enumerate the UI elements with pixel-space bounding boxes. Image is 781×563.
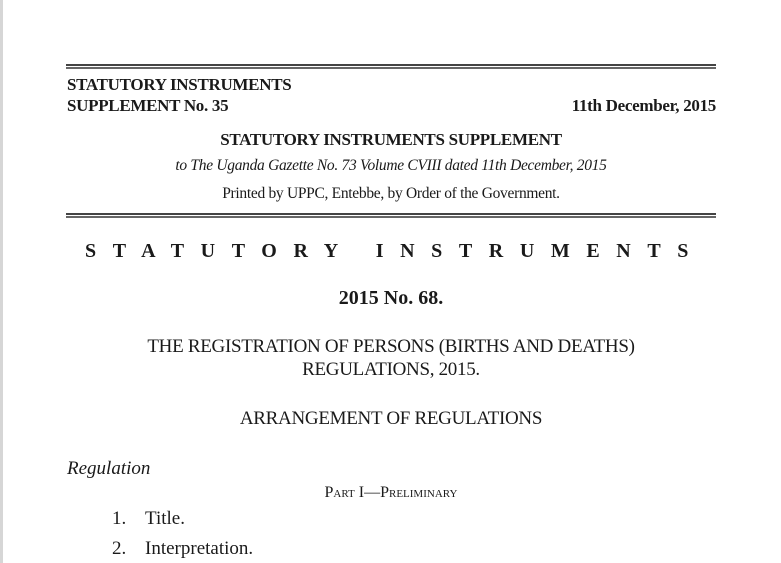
part-heading: Part I—Preliminary: [324, 484, 458, 501]
title-line1: THE REGISTRATION OF PERSONS (BIRTHS AND DEATHS): [147, 336, 635, 357]
viewer-left-edge: [0, 0, 3, 563]
header-left-line1: STATUTORY INSTRUMENTS: [67, 75, 292, 94]
gazette-line: to The Uganda Gazette No. 73 Volume CVIII dated 11th December, 2015: [175, 157, 607, 174]
list-item: [112, 508, 185, 530]
instrument-number: 2015 No. 68.: [338, 287, 444, 309]
regulation-label: Regulation: [67, 458, 151, 479]
arrangement-heading: ARRANGEMENT OF REGULATIONS: [239, 408, 543, 429]
printed-by: Printed by UPPC, Entebbe, by Order of the Government.: [222, 185, 560, 202]
supplement-title: STATUTORY INSTRUMENTS SUPPLEMENT: [220, 130, 562, 149]
item-text: Interpretation.: [145, 538, 254, 559]
title-line2: REGULATIONS, 2015.: [302, 359, 480, 380]
item-number: 1.: [112, 508, 127, 529]
top-double-rule: [66, 64, 716, 69]
item-text: Title.: [145, 508, 185, 529]
header-date: 11th December, 2015: [571, 96, 716, 115]
list-item: [112, 538, 253, 560]
bottom-double-rule: [66, 213, 716, 218]
spaced-heading: STATUTORY INSTRUMENTS: [85, 240, 705, 262]
header-left-line2: SUPPLEMENT No. 35: [67, 96, 229, 115]
item-number: 2.: [112, 538, 127, 559]
